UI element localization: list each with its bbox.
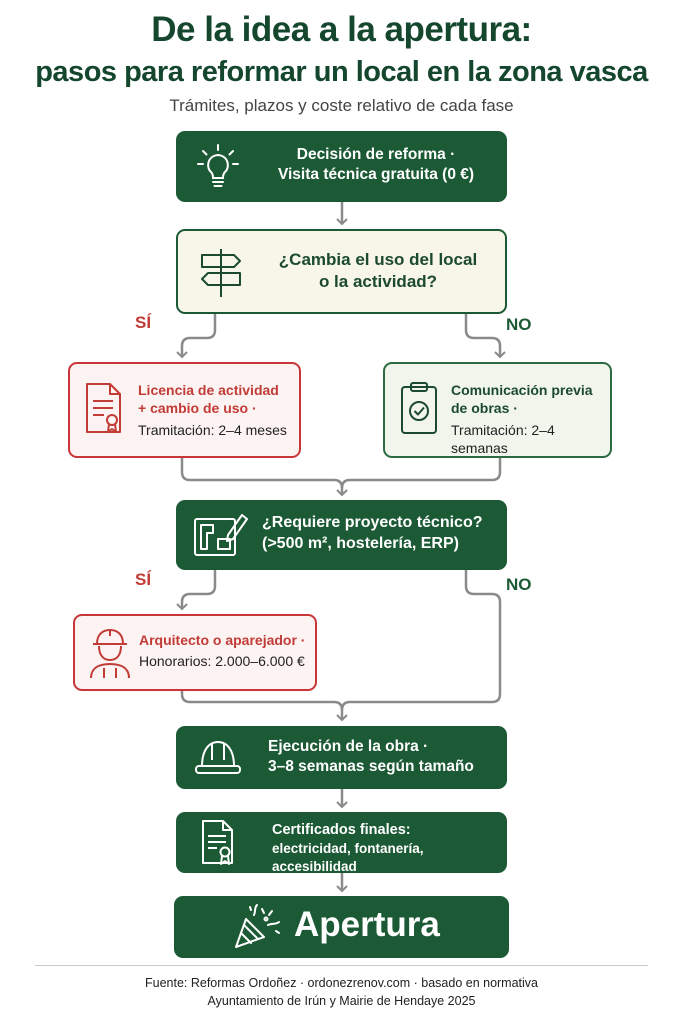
worker-helmet-icon xyxy=(87,626,133,680)
ejecucion-line2: 3–8 semanas según tamaño xyxy=(268,758,474,776)
connector-no-branch-1 xyxy=(466,314,500,357)
connector-arquitecto-merge xyxy=(182,691,342,710)
signpost-icon xyxy=(194,245,248,299)
certificados-line2: electricidad, fontanería, accesibilidad xyxy=(272,841,424,874)
connector-no-branch-2 xyxy=(342,570,500,720)
licencia-line1: Licencia de actividad xyxy=(138,382,279,398)
decision-line1: Decisión de reforma · xyxy=(296,146,456,163)
branch-yes-label-2: SÍ xyxy=(135,570,152,589)
footer-source xyxy=(0,974,683,1010)
question-project-line2: (>500 m², hostelería, ERP) xyxy=(262,535,459,553)
licencia-line2: + cambio de uso · xyxy=(138,400,257,417)
decision-line2: Visita técnica gratuita (0 €) xyxy=(277,166,475,184)
page-title-line2: pasos para reformar un local en la zona vasca xyxy=(35,56,648,88)
arquitecto-honorarios: Honorarios: 2.000–6.000 € xyxy=(139,653,305,670)
branch-yes-label-1: SÍ xyxy=(135,313,152,332)
page-subtitle: Trámites, plazos y coste relativo de cada fase xyxy=(169,96,514,115)
hard-hat-icon xyxy=(194,736,242,778)
step-ejecucion xyxy=(176,726,507,789)
lightbulb-icon xyxy=(194,142,242,190)
certificate-document-icon xyxy=(84,382,124,436)
question-use-line2: o la actividad? xyxy=(318,272,438,292)
step-arquitecto xyxy=(73,614,317,691)
licencia-tramitacion: Tramitación: 2–4 meses xyxy=(138,421,287,438)
footer-line1: Fuente: Reformas Ordoñez · ordonezrenov.com · basado en normativa xyxy=(144,976,539,990)
apertura-label: Apertura xyxy=(294,905,440,944)
step-certificados xyxy=(176,812,507,873)
connector-merge-right xyxy=(342,458,500,488)
question-project-line1: ¿Requiere proyecto técnico? xyxy=(262,514,483,531)
connector-yes-branch-1 xyxy=(182,314,215,357)
footer-line2: Ayuntamiento de Irún y Mairie de Hendaye 2025 xyxy=(207,994,476,1009)
certificate-document-icon xyxy=(200,819,236,867)
comunicacion-tramitacion: Tramitación: 2–4 semanas xyxy=(451,421,555,457)
step-apertura xyxy=(174,896,509,958)
step-decision xyxy=(176,131,507,202)
comunicacion-line2: de obras · xyxy=(451,400,518,417)
page-title: De la idea a la apertura: xyxy=(151,10,532,49)
clipboard-check-icon xyxy=(399,381,439,437)
blueprint-pencil-icon xyxy=(192,509,248,561)
certificados-line1: Certificados finales: xyxy=(272,822,411,838)
branch-no-label-1: NO xyxy=(506,315,532,334)
ejecucion-line1: Ejecución de la obra · xyxy=(268,738,429,755)
connector-merge-left xyxy=(182,458,342,495)
question-use-line1: ¿Cambia el uso del local xyxy=(278,250,478,269)
step-question-use xyxy=(176,229,507,314)
step-licencia xyxy=(68,362,301,458)
arquitecto-line1: Arquitecto o aparejador · xyxy=(139,632,306,648)
branch-no-label-2: NO xyxy=(506,575,532,594)
comunicacion-line1: Comunicación previa xyxy=(451,382,593,398)
step-question-project xyxy=(176,500,507,570)
party-popper-icon xyxy=(232,903,282,951)
step-comunicacion xyxy=(383,362,612,458)
footer-divider xyxy=(35,965,648,966)
connector-yes-branch-2 xyxy=(182,570,215,609)
